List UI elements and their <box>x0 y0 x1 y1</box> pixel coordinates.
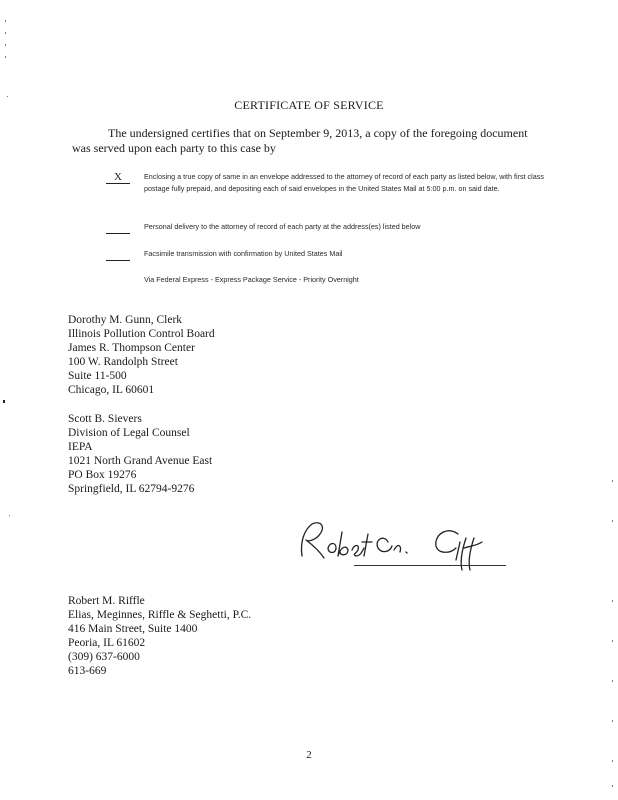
handwritten-signature <box>290 512 510 572</box>
address-line: Springfield, IL 62794-9276 <box>68 483 195 495</box>
intro-text: The undersigned certifies that on September 9, 2013, a copy of the foregoing document was served upon each party to this case by <box>72 126 528 155</box>
address-line: 416 Main Street, Suite 1400 <box>68 623 198 635</box>
address-line: (309) 637-6000 <box>68 651 140 663</box>
service-option-fax <box>106 248 546 262</box>
address-line: 1021 North Grand Avenue East <box>68 455 213 467</box>
address-line: Peoria, IL 61602 <box>68 637 146 649</box>
delivery-method-note: Via Federal Express - Express Package Service - Priority Overnight <box>144 275 359 284</box>
address-line: Elias, Meginnes, Riffle & Seghetti, P.C. <box>68 609 252 621</box>
address-line: 613-669 <box>68 665 107 677</box>
address-line: IEPA <box>68 441 93 453</box>
address-line: Dorothy M. Gunn, Clerk <box>68 314 183 326</box>
intro-paragraph <box>72 126 542 156</box>
addressee-block-clerk <box>68 313 215 397</box>
address-line: Illinois Pollution Control Board <box>68 328 215 340</box>
address-line: PO Box 19276 <box>68 469 137 481</box>
address-line: Robert M. Riffle <box>68 595 145 607</box>
option-text: Personal delivery to the attorney of record of each party at the address(es) listed below <box>144 222 421 231</box>
service-option-mail <box>106 171 546 211</box>
service-option-personal <box>106 221 546 235</box>
address-line: Suite 11-500 <box>68 370 127 382</box>
option-checkmark-blank: X <box>106 171 130 184</box>
address-line: Chicago, IL 60601 <box>68 384 155 396</box>
sender-block <box>68 594 251 678</box>
option-checkmark-blank <box>106 221 130 234</box>
option-text: Enclosing a true copy of same in an envelope addressed to the attorney of record of each party as listed below, with first class postage fully prepaid, and depositing each of said envelopes in the United States Mail at 5:00 p.m. on said date. <box>144 172 544 193</box>
address-line: Division of Legal Counsel <box>68 427 190 439</box>
address-line: 100 W. Randolph Street <box>68 356 178 368</box>
option-text: Facsimile transmission with confirmation by United States Mail <box>144 249 343 258</box>
certificate-title: CERTIFICATE OF SERVICE <box>234 98 384 112</box>
option-checkmark-blank <box>106 248 130 261</box>
page-number: 2 <box>306 749 312 761</box>
addressee-block-iepa <box>68 412 212 496</box>
address-line: Scott B. Sievers <box>68 413 142 425</box>
address-line: James R. Thompson Center <box>68 342 195 354</box>
signature-line <box>354 565 506 566</box>
